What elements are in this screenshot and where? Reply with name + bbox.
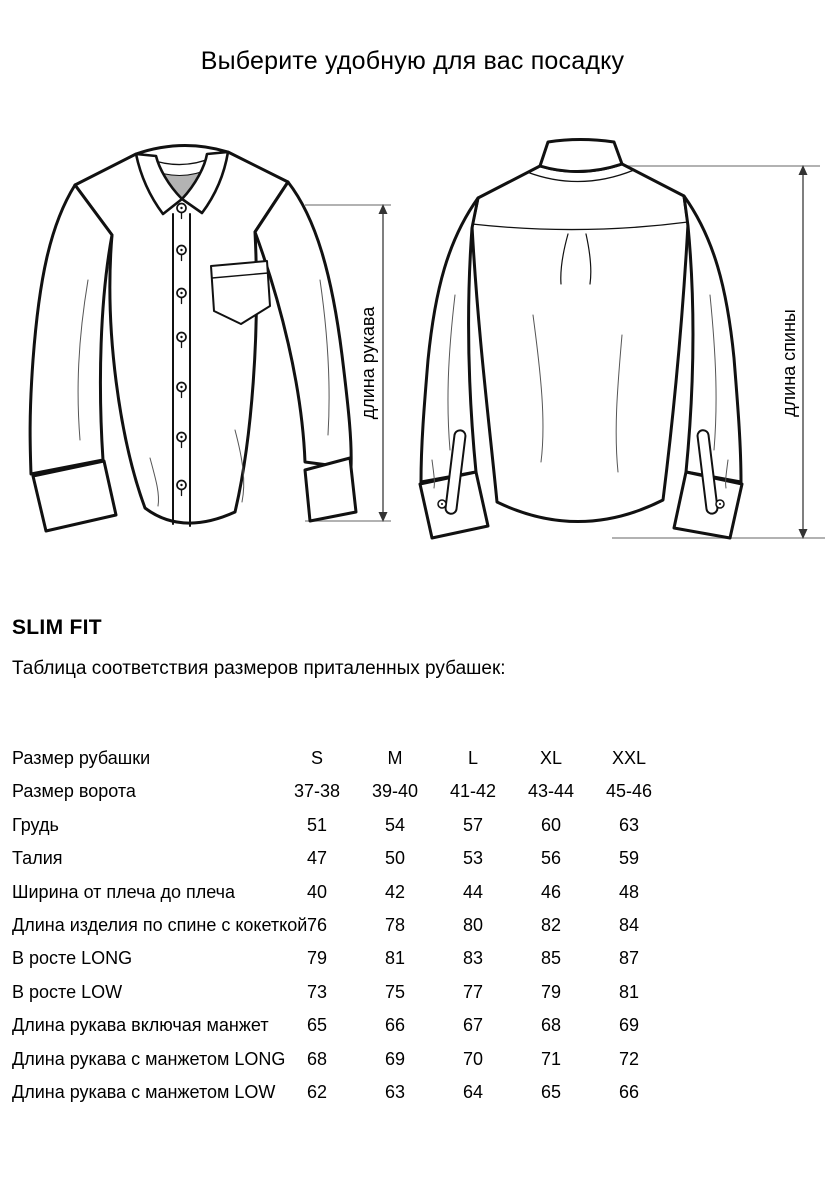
row-value: 69 — [384, 1048, 406, 1069]
row-label: Талия — [12, 848, 63, 869]
row-value: 85 — [540, 948, 562, 969]
row-value: 66 — [618, 1081, 640, 1102]
row-value: 39-40 — [371, 781, 419, 802]
row-label: Размер рубашки — [12, 748, 151, 768]
table-row — [12, 942, 682, 975]
row-label: Длина изделия по спине с кокеткой — [12, 914, 308, 935]
row-value: 80 — [462, 914, 484, 935]
row-value: 73 — [306, 981, 328, 1002]
size-column-header: XXL — [611, 748, 647, 768]
row-value: 47 — [306, 848, 328, 869]
size-column-header: S — [310, 748, 323, 768]
row-value: 78 — [384, 914, 406, 935]
table-row — [12, 842, 682, 875]
row-value: 76 — [306, 914, 328, 935]
row-value: 77 — [462, 981, 484, 1002]
row-value: 79 — [540, 981, 562, 1002]
row-value: 83 — [462, 948, 484, 969]
row-value: 50 — [384, 848, 406, 869]
row-value: 48 — [618, 881, 640, 902]
row-value: 72 — [618, 1048, 640, 1069]
row-value: 64 — [462, 1081, 484, 1102]
table-row — [12, 1009, 682, 1042]
row-value: 63 — [384, 1081, 406, 1102]
table-row — [12, 1043, 682, 1076]
row-value: 54 — [384, 814, 406, 835]
row-value: 68 — [540, 1015, 562, 1036]
row-value: 63 — [618, 814, 640, 835]
row-value: 66 — [384, 1015, 406, 1036]
row-value: 51 — [306, 814, 328, 835]
row-value: 42 — [384, 881, 406, 902]
row-value: 82 — [540, 914, 562, 935]
size-column-header: L — [467, 748, 478, 768]
row-value: 44 — [462, 881, 484, 902]
row-value: 43-44 — [527, 781, 575, 802]
front-shirt-drawing — [30, 145, 356, 531]
back-shirt-drawing — [420, 140, 742, 539]
row-value: 57 — [462, 814, 484, 835]
row-value: 53 — [462, 848, 484, 869]
row-label: Длина рукава включая манжет — [12, 1015, 269, 1036]
table-row — [12, 909, 682, 942]
fit-section-subheading: Таблица соответствия размеров приталенных рубашек: — [12, 658, 506, 679]
row-value: 67 — [462, 1015, 484, 1036]
row-value: 71 — [540, 1048, 562, 1069]
row-label: В росте LONG — [12, 948, 133, 969]
row-value: 81 — [618, 981, 640, 1002]
fit-section-heading: SLIM FIT — [12, 616, 102, 639]
row-value: 41-42 — [449, 781, 497, 802]
row-value: 60 — [540, 814, 562, 835]
row-value: 46 — [540, 881, 562, 902]
size-column-header: M — [387, 748, 403, 768]
row-value: 84 — [618, 914, 640, 935]
row-value: 87 — [618, 948, 640, 969]
row-value: 81 — [384, 948, 406, 969]
page-title: Выберите удобную для вас посадку — [200, 47, 625, 75]
size-diagram — [0, 130, 825, 560]
row-value: 45-46 — [605, 781, 653, 802]
table-row — [12, 809, 682, 842]
row-value: 65 — [540, 1081, 562, 1102]
row-label: Длина рукава с манжетом LOW — [12, 1081, 276, 1102]
row-value: 56 — [540, 848, 562, 869]
size-table — [12, 742, 682, 1109]
table-row — [12, 876, 682, 909]
row-value: 59 — [618, 848, 640, 869]
row-value: 70 — [462, 1048, 484, 1069]
row-label: Ширина от плеча до плеча — [12, 881, 236, 902]
size-column-header: XL — [539, 748, 563, 768]
row-value: 37-38 — [293, 781, 341, 802]
row-label: В росте LOW — [12, 981, 123, 1002]
row-label: Длина рукава с манжетом LONG — [12, 1048, 286, 1069]
row-label: Грудь — [12, 814, 59, 835]
row-value: 40 — [306, 881, 328, 902]
row-value: 65 — [306, 1015, 328, 1036]
row-value: 75 — [384, 981, 406, 1002]
table-row — [12, 976, 682, 1009]
row-label: Размер ворота — [12, 781, 136, 802]
row-value: 69 — [618, 1015, 640, 1036]
row-value: 79 — [306, 948, 328, 969]
table-header-row — [12, 742, 682, 775]
back-length-label: длина спины — [779, 309, 799, 417]
table-row — [12, 775, 682, 808]
table-row — [12, 1076, 682, 1109]
row-value: 68 — [306, 1048, 328, 1069]
row-value: 62 — [306, 1081, 328, 1102]
sleeve-length-label: длина рукава — [358, 306, 378, 420]
